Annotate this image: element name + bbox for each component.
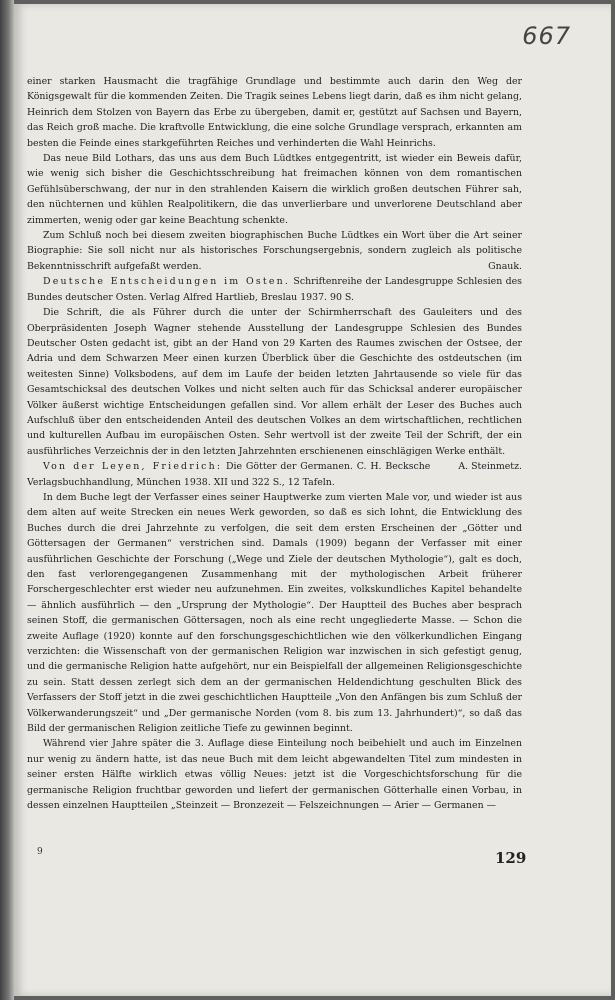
paragraph-text: Zum Schluß noch bei diesem zweiten biographischen Buche Lüdtkes ein Wort über die Art seiner Biographie: Sie soll nicht nur als historisches Forschungsergebnis, sondern zugleich als politische Bekenntnisschrift aufgefaßt werden.: [27, 230, 522, 272]
book-spine-shadow: [0, 0, 14, 1000]
page-number: 129: [495, 849, 527, 867]
paragraph-text: In dem Buche legt der Verfasser eines seiner Hauptwerke zum vierten Male vor, und wieder ist aus dem alten auf weite Strecken ein neues Werk geworden, so daß es sich lohnt, die Entwicklung des Buches durch die drei Jahrzehnte zu verfolgen, die seit dem ersten Erscheinen der „Götter und Göttersagen der Germanen“ verstrichen sind. Damals (1909) begann der Verfasser mit einer ausführlichen Geschichte der Forschung („Wege und Ziele der deutschen Mythologie“), galt es doch, den fast verlorengegangenen Zusammenhang mit der mythologischen Arbeit früherer Forschergeschlechter erst wieder neu aufzunehmen. Ein zweites, volkskundliches Kapitel behandelte — ähnlich ausführlich — den „Ursprung der Mythologie“. Der Hauptteil des Buches aber besprach seinen Stoff, die germanischen Göttersagen, noch als eine recht ungegliederte Masse. — Schon die zweite Auflage (1920) konnte auf den forschungsgeschichtlichen wie den völkerkundlichen Eingang verzichten: die Wissenschaft von der germanischen Religion war inzwischen in sich gefestigt genug, und die germanische Religion hatte aufgehört, nur ein Beispielfall der allgemeinen Religionsgeschichte zu sein. Statt dessen zerlegt sich dem an der germanischen Heldendichtung geschulten Blick des Verfassers der Stoff jetzt in die zwei geschichtlichen Hauptteile „Von den Anfängen bis zum Schluß der Völkerwanderungszeit“ und „Der germanische Norden (vom 8. bis zum 13. Jahrhundert)“, so daß das Bild der germanischen Religion zeitliche Tiefe zu gewinnen beginnt.: [27, 491, 522, 735]
handwritten-page-number: 667: [522, 22, 571, 50]
paragraph-text: Die Schrift, die als Führer durch die unter der Schirmherrschaft des Gauleiters und des Oberpräsidenten Joseph Wagner stehende Ausstellung der Landesgruppe Schlesien des Bundes Deutscher Osten gedacht ist, gibt an der Hand von 29 Karten des Raumes zwischen der Ostsee, der Adria und dem Schwarzen Meer einen kurzen Überblick über die Geschichte des ostdeutschen (im weitesten Sinne) Volksbodens, auf dem im Laufe der beiden letzten Jahrtausende so viele für das Gesamtschicksal des deutschen Volkes und nicht selten auch für das Schicksal anderer europäischer Völker äußerst wichtige Entscheidungen gefallen sind. Vor allem erhält der Leser des Buches auch Aufschluß über den entscheidenden Anteil des deutschen Volkes an dem wirtschaftlichen, rechtlichen und kulturellen Aufbau im europäischen Osten. Sehr wertvoll ist der zweite Teil der Schrift, der ein ausführliches Verzeichnis der in den letzten Jahrzehnten erschienenen einschlägigen Werke enthält.: [27, 307, 522, 457]
reviewer-signature: A. Steinmetz.: [458, 461, 522, 473]
review-title: Deutsche Entscheidungen im Osten.: [43, 276, 291, 288]
paragraph-text: Während vier Jahre später die 3. Auflage diese Einteilung noch beibehielt und auch im Einzelnen nur wenig zu ändern hatte, ist das neue Buch mit dem leicht abgewandelten Titel zum mindesten in seiner ersten Hälfte wirklich etwas völlig Neues: jetzt ist die Vorgeschichtsforschung für die germanische Religion fruchtbar geworden und liefert der germanischen Götterhalle einen Vorbau, in dessen einzelnen Hauptteilen „Steinzeit — Bronzezeit — Felszeichnungen — Arier — Germanen —: [27, 738, 522, 812]
paragraph-lothar-image: [27, 151, 522, 228]
paragraph-text: einer starken Hausmacht die tragfähige Grundlage und bestimmte auch darin den Weg der Königsgewalt für die kommenden Zeiten. Die Tragik seines Lebens liegt darin, daß es ihm nicht gelang, Heinrich dem Stolzen von Bayern das Erbe zu übergeben, damit er, gestützt auf Sachsen und Bayern, das Reich groß mache. Die kraftvolle Entwicklung, die eine solche Grundlage versprach, erkannten am besten die Feinde eines starkgeführten Reiches und verhinderten die Wahl Heinrichs.: [27, 76, 522, 149]
page-text: [27, 74, 522, 814]
review-author: Von der Leyen, Friedrich:: [43, 461, 223, 473]
book-page: [14, 4, 611, 996]
paragraph-text: Das neue Bild Lothars, das uns aus dem Buch Lüdtkes entgegentritt, ist wieder ein Beweis dafür, wie wenig sich bisher die Geschichtsschreibung hat freimachen können von dem romantischen Gefühlsüberschwang, der nur in den strahlenden Kaisern die wirklich großen deutschen Führer sah, den nüchternen und kühlen Realpolitikern, die das unverlierbare und unverlorene Deutschland aber zimmerten, wenig oder gar keine Beachtung schenkte.: [27, 153, 522, 226]
paragraph-lothar-conclusion: [27, 74, 522, 151]
publication-details: Die Götter der Germanen. C. H. Becksche Verlagsbuchhandlung, München 1938. XII und 322 S., 12 Tafeln.: [27, 461, 431, 488]
reviewer-signature: Gnauk.: [488, 260, 522, 272]
paragraph-goetter-history: [27, 490, 522, 737]
publication-details: Schriftenreihe der Landesgruppe Schlesien des Bundes deutscher Osten. Verlag Alfred Hartlieb, Breslau 1937. 90 S.: [27, 276, 522, 303]
paragraph-biography-closing: [27, 228, 522, 274]
signature-mark: 9: [37, 847, 43, 857]
review-heading-ostdeutsche: [27, 274, 522, 305]
paragraph-goetter-new-edition: [27, 736, 522, 813]
